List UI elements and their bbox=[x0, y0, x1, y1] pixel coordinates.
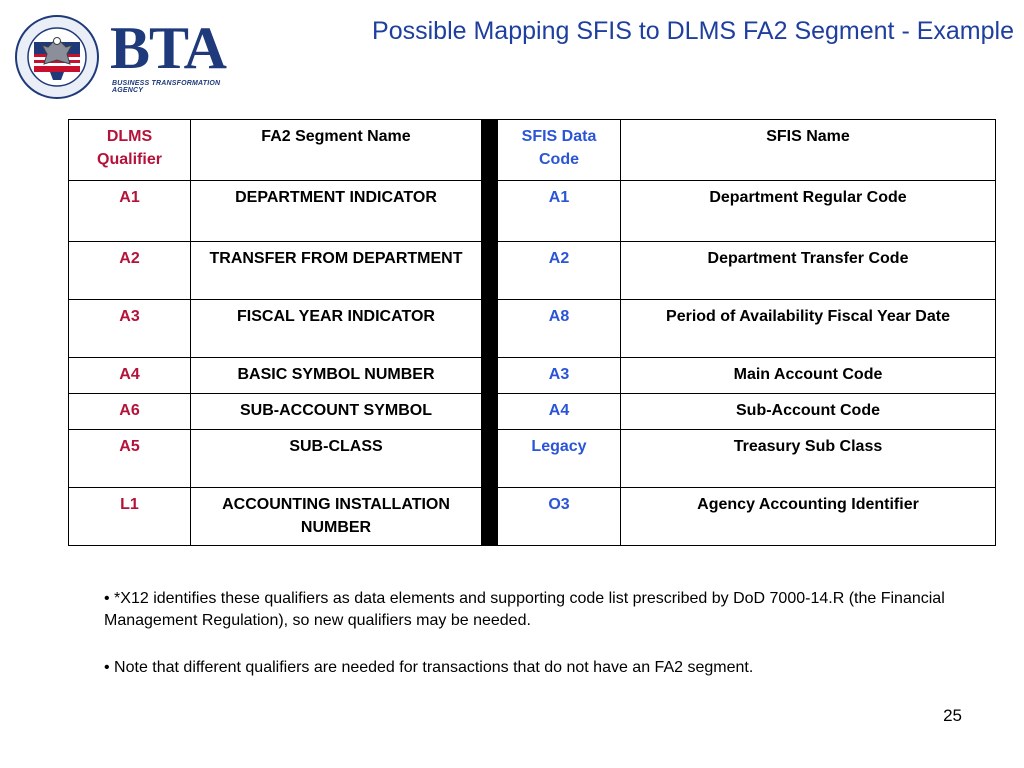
qualifier-cell: A2 bbox=[69, 242, 191, 300]
mapping-table-container bbox=[68, 119, 996, 546]
qualifier-cell: A3 bbox=[69, 300, 191, 358]
sfis-name-cell: Treasury Sub Class bbox=[621, 430, 996, 488]
sfis-code-cell: A1 bbox=[498, 181, 621, 242]
table-row bbox=[69, 430, 996, 488]
sfis-code-cell: A8 bbox=[498, 300, 621, 358]
sfis-code-cell: A4 bbox=[498, 394, 621, 430]
sfis-name-cell: Sub-Account Code bbox=[621, 394, 996, 430]
notes-section bbox=[104, 588, 964, 679]
segment-name-cell: ACCOUNTING INSTALLATION NUMBER bbox=[191, 488, 482, 546]
table-row bbox=[69, 488, 996, 546]
qualifier-cell: L1 bbox=[69, 488, 191, 546]
table-header-row bbox=[69, 120, 996, 181]
sfis-code-cell: A3 bbox=[498, 358, 621, 394]
sfis-name-cell: Main Account Code bbox=[621, 358, 996, 394]
table-row bbox=[69, 181, 996, 242]
sfis-code-cell: Legacy bbox=[498, 430, 621, 488]
header-fa2-segment-name: FA2 Segment Name bbox=[191, 120, 482, 181]
qualifier-cell: A4 bbox=[69, 358, 191, 394]
note-different-qualifiers: • Note that different qualifiers are needed for transactions that do not have an FA2 segment. bbox=[104, 659, 754, 676]
segment-name-cell: TRANSFER FROM DEPARTMENT bbox=[191, 242, 482, 300]
segment-name-cell: BASIC SYMBOL NUMBER bbox=[191, 358, 482, 394]
page-number: 25 bbox=[943, 706, 962, 725]
sfis-code-cell: O3 bbox=[498, 488, 621, 546]
page-title: Possible Mapping SFIS to DLMS FA2 Segment - Example bbox=[372, 17, 1014, 45]
header-sfis-name: SFIS Name bbox=[621, 120, 996, 181]
sfis-name-cell: Department Transfer Code bbox=[621, 242, 996, 300]
segment-name-cell: DEPARTMENT INDICATOR bbox=[191, 181, 482, 242]
qualifier-cell: A1 bbox=[69, 181, 191, 242]
table-row bbox=[69, 358, 996, 394]
header-dlms-qualifier: DLMS Qualifier bbox=[69, 120, 191, 181]
segment-name-cell: FISCAL YEAR INDICATOR bbox=[191, 300, 482, 358]
table-row bbox=[69, 300, 996, 358]
agency-seal-icon bbox=[14, 14, 100, 100]
sfis-name-cell: Period of Availability Fiscal Year Date bbox=[621, 300, 996, 358]
qualifier-cell: A5 bbox=[69, 430, 191, 488]
bta-logo bbox=[14, 14, 246, 100]
logo-wordmark: BTA bbox=[110, 15, 226, 81]
qualifier-cell: A6 bbox=[69, 394, 191, 430]
header-sfis-data-code: SFIS Data Code bbox=[498, 120, 621, 181]
column-divider bbox=[482, 120, 498, 546]
sfis-code-cell: A2 bbox=[498, 242, 621, 300]
logo-subtext: BUSINESS TRANSFORMATION AGENCY bbox=[112, 80, 221, 94]
table-row bbox=[69, 242, 996, 300]
sfis-name-cell: Department Regular Code bbox=[621, 181, 996, 242]
segment-name-cell: SUB-ACCOUNT SYMBOL bbox=[191, 394, 482, 430]
note-x12-qualifiers: • *X12 identifies these qualifiers as data elements and supporting code list prescribed by DoD 7000-14.R (the Financial Management Regulation), so new qualifiers may be needed. bbox=[104, 590, 945, 629]
mapping-table bbox=[68, 119, 996, 546]
table-row bbox=[69, 394, 996, 430]
sfis-name-cell: Agency Accounting Identifier bbox=[621, 488, 996, 546]
segment-name-cell: SUB-CLASS bbox=[191, 430, 482, 488]
